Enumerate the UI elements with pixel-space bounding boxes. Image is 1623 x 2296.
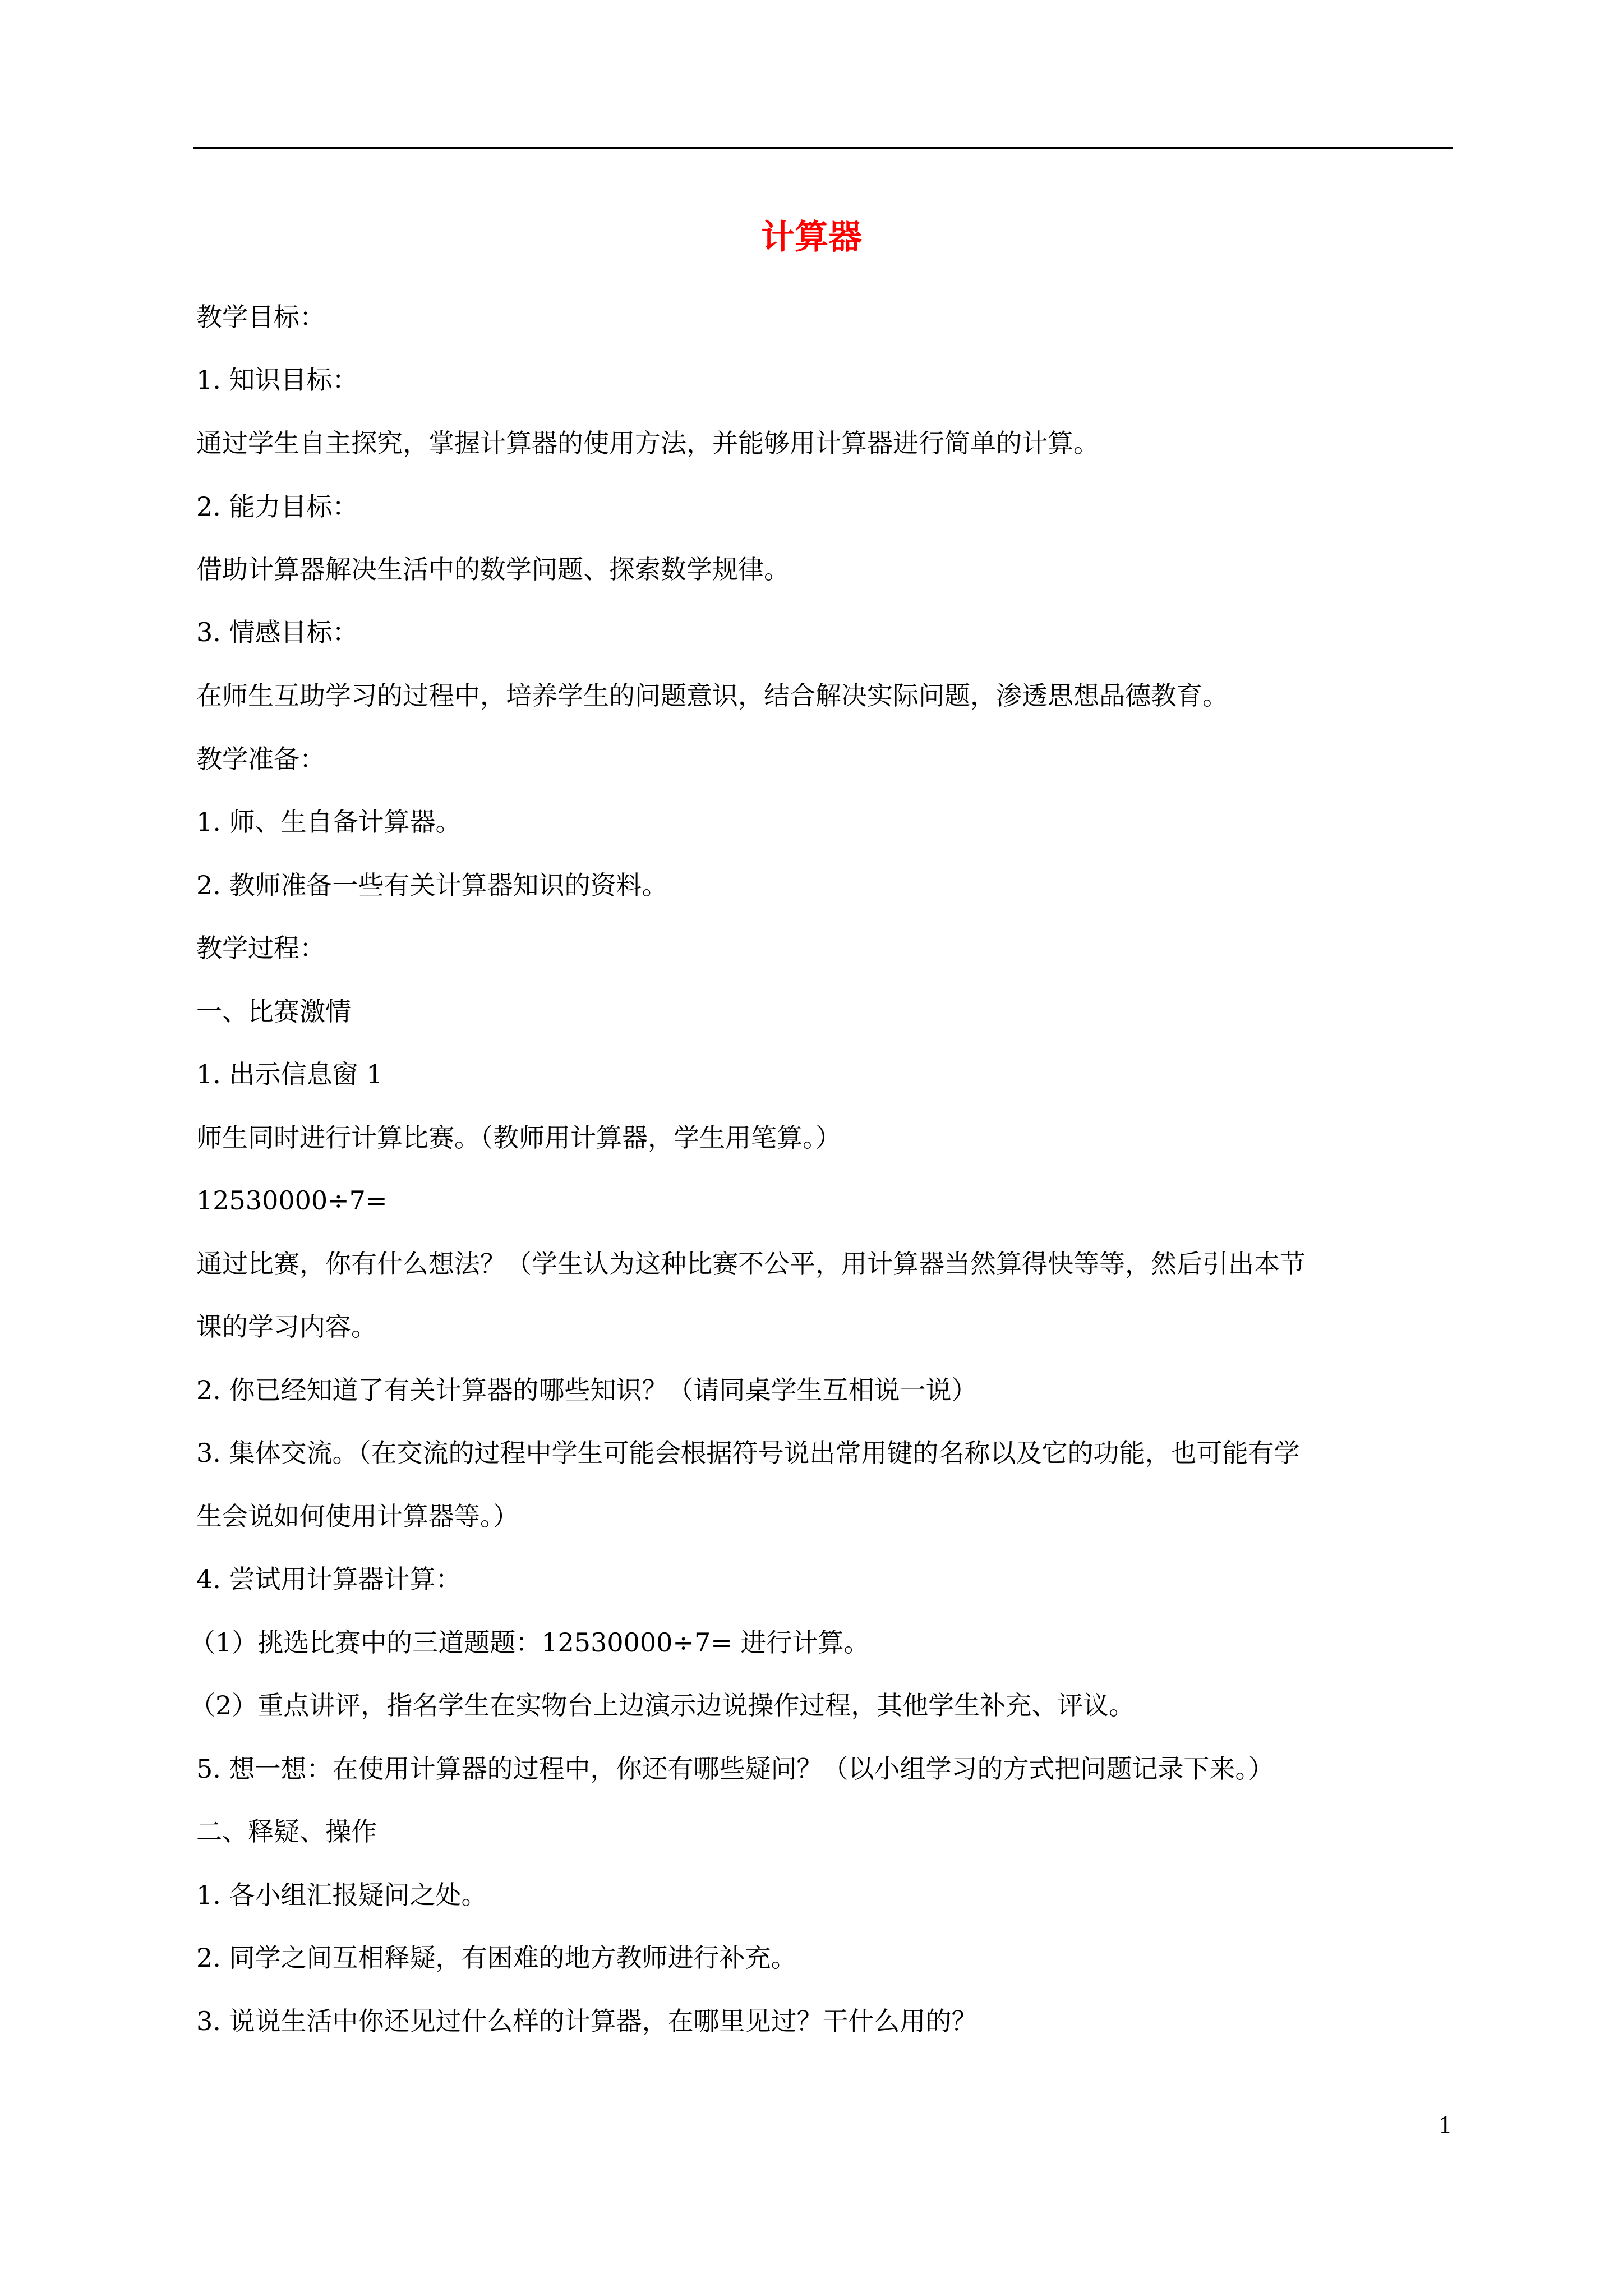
text-line: 3. 说说生活中你还见过什么样的计算器，在哪里见过？干什么用的？ (196, 2006, 978, 2036)
text-line: 借助计算器解决生活中的数学问题、探索数学规律。 (196, 554, 790, 585)
text-line: 2. 教师准备一些有关计算器知识的资料。 (196, 870, 668, 900)
text-line: 2. 你已经知道了有关计算器的哪些知识？（请同桌学生互相说一说） (196, 1375, 978, 1405)
header-rule (193, 147, 1453, 149)
text-line: 12530000÷7= (196, 1185, 388, 1216)
text-line: 2. 能力目标： (196, 491, 358, 522)
text-line: （1）挑选比赛中的三道题题：12530000÷7= 进行计算。 (190, 1627, 870, 1658)
text-line: 生会说如何使用计算器等。） (196, 1501, 519, 1531)
text-line: 通过学生自主探究，掌握计算器的使用方法，并能够用计算器进行简单的计算。 (196, 428, 1099, 458)
text-line: 1. 知识目标： (196, 365, 358, 395)
text-line: 师生同时进行计算比赛。（教师用计算器，学生用笔算。） (196, 1122, 841, 1153)
page-number: 1 (1438, 2113, 1453, 2139)
text-line: 通过比赛，你有什么想法？（学生认为这种比赛不公平，用计算器当然算得快等等，然后引出本节 (196, 1249, 1306, 1279)
text-line: 1. 出示信息窗 1 (196, 1059, 383, 1089)
text-line: 1. 各小组汇报疑问之处。 (196, 1880, 487, 1910)
text-line: 1. 师、生自备计算器。 (196, 807, 462, 837)
text-line: 教学过程： (196, 933, 325, 963)
text-line: 一、比赛激情 (196, 996, 351, 1027)
text-line: 3. 集体交流。（在交流的过程中学生可能会根据符号说出常用键的名称以及它的功能，也可能有学 (196, 1438, 1300, 1468)
text-line: 4. 尝试用计算器计算： (196, 1564, 462, 1594)
text-line: 教学准备： (196, 744, 325, 774)
text-line: 二、释疑、操作 (196, 1816, 377, 1847)
document-title: 计算器 (761, 218, 862, 257)
text-line: （2）重点讲评，指名学生在实物台上边演示边说操作过程，其他学生补充、评议。 (190, 1690, 1135, 1720)
text-line: 3. 情感目标： (196, 617, 358, 647)
text-line: 2. 同学之间互相释疑，有困难的地方教师进行补充。 (196, 1943, 797, 1973)
text-line: 5. 想一想：在使用计算器的过程中，你还有哪些疑问？（以小组学习的方式把问题记录下来。） (196, 1754, 1274, 1784)
text-line: 在师生互助学习的过程中，培养学生的问题意识，结合解决实际问题，渗透思想品德教育。 (196, 680, 1228, 711)
text-line: 课的学习内容。 (196, 1312, 377, 1342)
text-line: 教学目标： (196, 302, 325, 332)
